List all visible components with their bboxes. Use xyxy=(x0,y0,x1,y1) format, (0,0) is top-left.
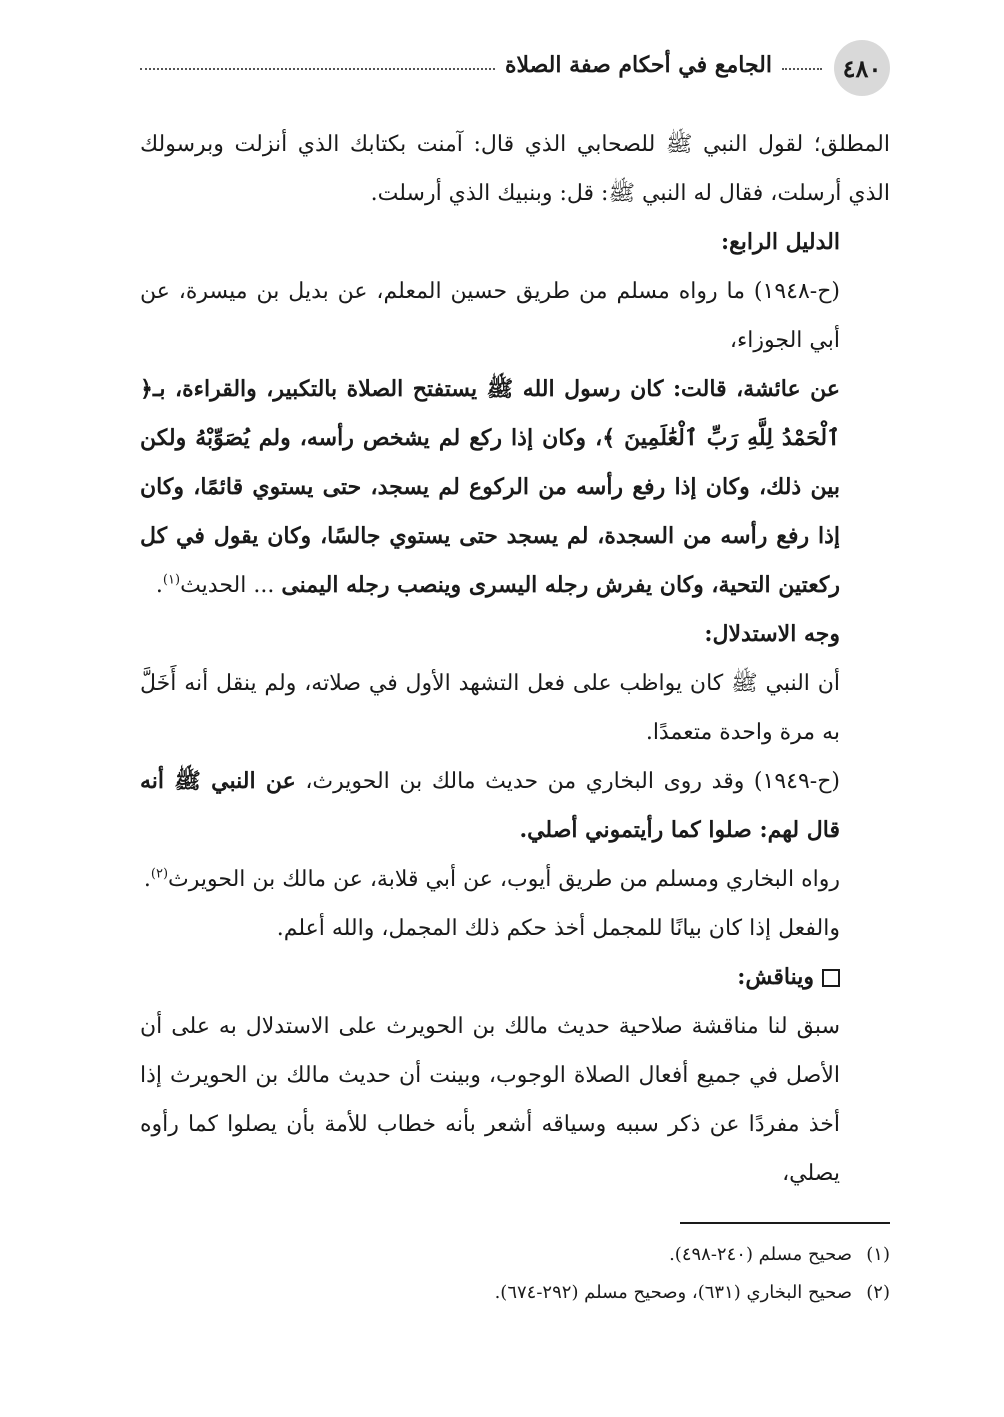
discussion-text: سبق لنا مناقشة صلاحية حديث مالك بن الحويرث على الاستدلال به على أن الأصل في جميع أفعال الصلاة الوجوب، وبينت أن حديث مالك بن الحويرث إذا أخذ مفردًا عن ذكر سببه وسياقه أشعر بأنه خطاب للأمة بأن يصلوا كما رأوه يصلي، xyxy=(140,1014,840,1186)
footnote-2-text: صحيح البخاري (٦٣١)، وصحيح مسلم (٢٩٢-٦٧٤). xyxy=(494,1282,852,1303)
header-dots-left xyxy=(140,68,495,70)
heading-fourth-evidence: الدليل الرابع: xyxy=(720,229,840,255)
footnotes xyxy=(140,1236,890,1312)
narration-text: رواه البخاري ومسلم من طريق أيوب، عن أبي قلابة، عن مالك بن الحويرث xyxy=(168,867,840,892)
hadith-1948: عن عائشة، قالت: كان رسول الله ﷺ يستفتح الصلاة بالتكبير، والقراءة، بـ﴿ ٱلْحَمْدُ لِلَّهِ رَبِّ ٱلْعَٰلَمِينَ ﴾، وكان إذا ركع لم يشخص رأسه، ولم يُصَوِّبْهُ ولكن بين ذلك، وكان إذا رفع رأسه من الركوع لم يسجد، حتى يستوي قائمًا، وكان إذا رفع رأسه من السجدة، لم يسجد حتى يستوي جالسًا، وكان يقول في كل ركعتين التحية، وكان يفرش رجله اليسرى وينصب رجله اليمنى ... الحديث$^{(١)}$. xyxy=(140,376,840,598)
heading-inference: وجه الاستدلال: xyxy=(704,621,840,647)
running-title xyxy=(140,52,822,78)
footnote-separator xyxy=(680,1222,890,1224)
footnote-1-number: (١) xyxy=(866,1244,890,1265)
page-header xyxy=(140,40,890,100)
hadith-1949-text: عن النبي ﷺ أنه قال لهم: صلوا كما رأيتموني أصلي. xyxy=(140,768,840,843)
footnote-marker-1[interactable]: (١) xyxy=(162,572,181,588)
footnote-2 xyxy=(140,1274,890,1312)
header-dots-right xyxy=(782,68,822,70)
hadith-1948-tail: ... الحديث xyxy=(180,573,282,598)
main-text xyxy=(140,120,890,1198)
footnote-marker-2[interactable]: (٢) xyxy=(150,866,169,882)
page-number: ٤٨٠ xyxy=(834,40,890,96)
narration: رواه البخاري ومسلم من طريق أيوب، عن أبي قلابة، عن مالك بن الحويرث$^{(٢)}$. xyxy=(143,866,840,892)
heading-discussion: ويناقش: xyxy=(737,964,814,990)
footnote-1-text: صحيح مسلم (٢٤٠-٤٩٨). xyxy=(669,1244,852,1265)
hadith-1949-intro: (ح-١٩٤٩) وقد روى البخاري من حديث مالك بن الحويرث، xyxy=(295,769,841,794)
checkbox-icon xyxy=(822,969,840,987)
hadith-1948-text: عن عائشة، قالت: كان رسول الله ﷺ يستفتح الصلاة بالتكبير، والقراءة، بـ﴿ ٱلْحَمْدُ لِلَّهِ رَبِّ ٱلْعَٰلَمِينَ ﴾، وكان إذا ركع لم يشخص رأسه، ولم يُصَوِّبْهُ ولكن بين ذلك، وكان إذا رفع رأسه من الركوع لم يسجد، حتى يستوي قائمًا، وكان إذا رفع رأسه من السجدة، لم يسجد حتى يستوي جالسًا، وكان يقول في كل ركعتين التحية، وكان يفرش رجله اليسرى وينصب رجله اليمنى xyxy=(140,376,840,598)
inference-text: أن النبي ﷺ كان يواظب على فعل التشهد الأول في صلاته، ولم ينقل أنه أَخَلَّ به مرة واحدة متعمدًا. xyxy=(140,671,840,745)
paragraph-intro: المطلق؛ لقول النبي ﷺ للصحابي الذي قال: آمنت بكتابك الذي أنزلت وبرسولك الذي أرسلت، فقال له النبي ﷺ: قل: وبنبيك الذي أرسلت. xyxy=(140,132,890,206)
hadith-1949 xyxy=(140,757,890,855)
book-title: الجامع في أحكام صفة الصلاة xyxy=(504,52,772,78)
footnote-2-number: (٢) xyxy=(866,1282,890,1303)
action-text: والفعل إذا كان بيانًا للمجمل أخذ حكم ذلك المجمل، والله أعلم. xyxy=(276,916,840,941)
hadith-1948-intro: (ح-١٩٤٨) ما رواه مسلم من طريق حسين المعلم، عن بديل بن ميسرة، عن أبي الجوزاء، xyxy=(140,279,840,353)
heading-discussion-row xyxy=(140,953,890,1002)
footnote-1 xyxy=(140,1236,890,1274)
